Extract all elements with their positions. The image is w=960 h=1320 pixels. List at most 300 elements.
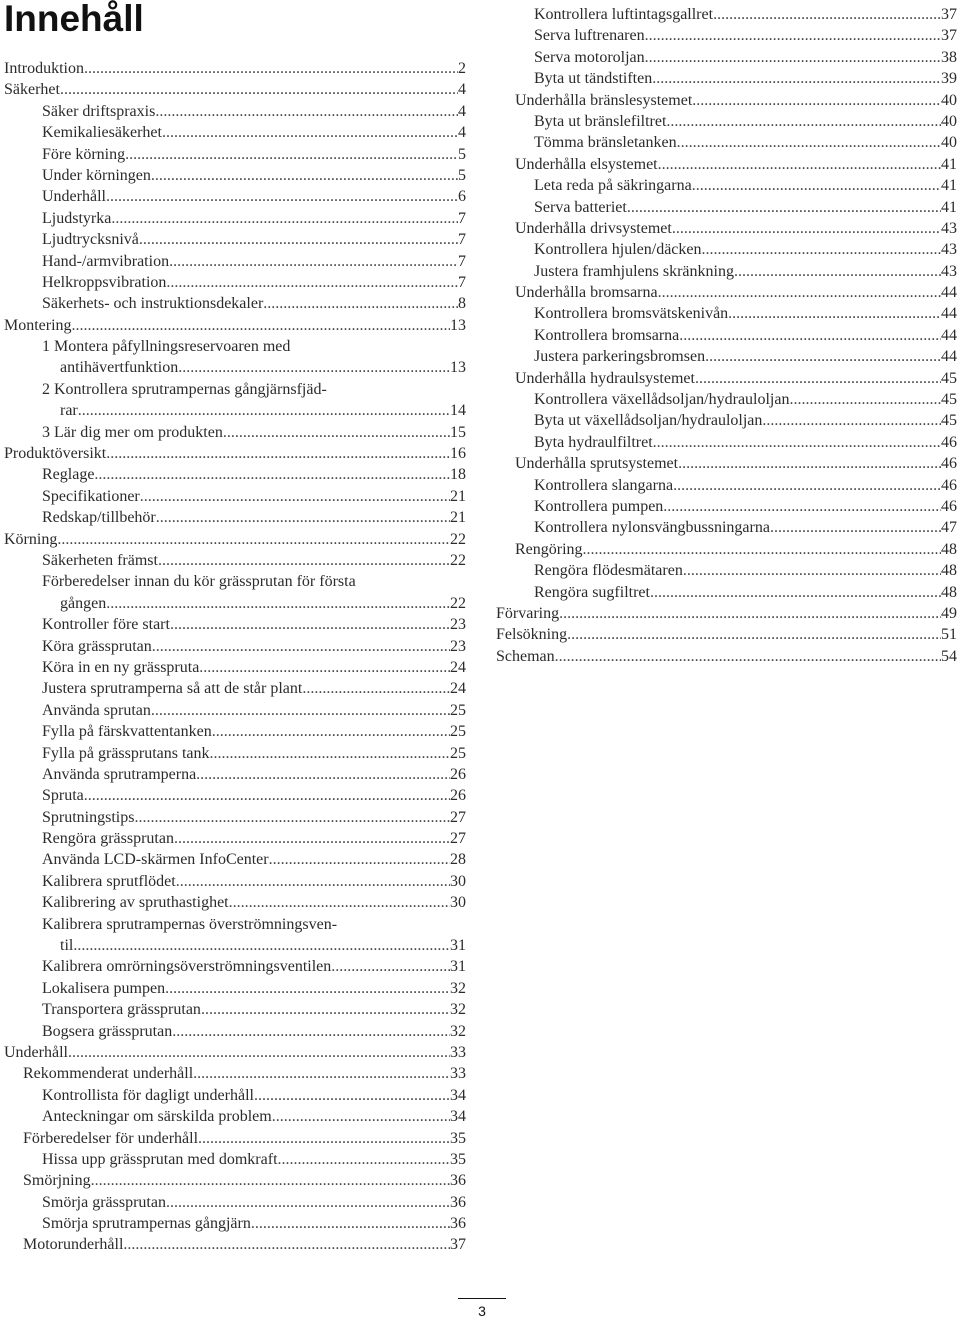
toc-leader-dots (658, 282, 941, 303)
toc-entry-label: Rengöra flödesmätaren (534, 562, 683, 580)
toc-entry-page: 5 (458, 145, 466, 163)
toc-entry[interactable] (4, 956, 466, 977)
toc-leader-dots (702, 239, 942, 260)
toc-entry-page: 7 (458, 209, 466, 227)
toc-entry-page: 45 (941, 369, 957, 387)
toc-entry[interactable] (4, 422, 466, 443)
toc-entry-page: 27 (450, 808, 466, 826)
toc-entry-page: 35 (450, 1129, 466, 1147)
toc-entry-label: rar (60, 402, 78, 420)
toc-entry[interactable] (4, 678, 466, 699)
toc-entry-label: Montering (4, 316, 72, 334)
toc-entry[interactable] (496, 646, 957, 667)
toc-entry[interactable] (496, 197, 957, 218)
toc-entry-label: Byta ut bränslefiltret (534, 112, 667, 130)
toc-entry-label: Kontrollera bromsvätskenivån (534, 305, 729, 323)
toc-entry-page: 48 (941, 540, 957, 558)
toc-leader-dots (302, 678, 450, 699)
toc-entry-page: 26 (450, 765, 466, 783)
toc-leader-dots (106, 443, 450, 464)
toc-leader-dots (713, 4, 941, 25)
toc-entry[interactable] (496, 560, 957, 581)
toc-entry[interactable] (4, 1021, 466, 1042)
toc-entry-label: Motorunderhåll (23, 1236, 124, 1254)
toc-entry-label: Hand-/armvibration (42, 252, 170, 270)
toc-entry-page: 39 (941, 70, 957, 88)
toc-entry[interactable] (4, 914, 466, 935)
toc-entry[interactable] (4, 464, 466, 485)
page-title: Innehåll (4, 0, 144, 39)
toc-entry-label: antihävertfunktion (60, 359, 179, 377)
toc-entry[interactable] (4, 293, 466, 314)
toc-entry[interactable] (4, 486, 466, 507)
toc-entry-page: 41 (941, 198, 957, 216)
toc-entry-page: 43 (941, 241, 957, 259)
toc-leader-dots (683, 560, 941, 581)
toc-entry[interactable] (4, 657, 466, 678)
toc-leader-dots (57, 529, 450, 550)
toc-entry-page: 54 (941, 647, 957, 665)
toc-leader-dots (176, 871, 450, 892)
toc-entry[interactable] (4, 871, 466, 892)
toc-entry-label: Bogsera grässprutan (42, 1022, 173, 1040)
toc-leader-dots (658, 154, 941, 175)
toc-entry-page: 22 (450, 551, 466, 569)
toc-entry-page: 44 (941, 284, 957, 302)
toc-entry-page: 31 (450, 958, 466, 976)
toc-leader-dots (78, 400, 450, 421)
toc-entry-label: Byta ut växellådsoljan/hydrauloljan (534, 412, 763, 430)
toc-entry-label: 2 Kontrollera sprutrampernas gångjärnsfjäd- (42, 380, 327, 398)
toc-entry[interactable] (4, 1063, 466, 1084)
toc-leader-dots (170, 614, 450, 635)
toc-entry-page: 27 (450, 830, 466, 848)
toc-entry-label: Säkerheten främst (42, 551, 158, 569)
toc-leader-dots (555, 646, 941, 667)
toc-entry[interactable] (496, 517, 957, 538)
toc-leader-dots (166, 272, 458, 293)
toc-entry[interactable] (4, 1170, 466, 1191)
toc-entry[interactable] (4, 229, 466, 250)
toc-entry-label: Kalibrera sprutrampernas överströmningsven- (42, 915, 338, 933)
toc-entry-page: 33 (450, 1065, 466, 1083)
toc-entry-page: 44 (941, 348, 957, 366)
toc-entry-label: Förvaring (496, 604, 560, 622)
toc-entry[interactable] (496, 325, 957, 346)
toc-entry-page: 21 (450, 509, 466, 527)
toc-entry-label: Fylla på grässprutans tank (42, 744, 210, 762)
toc-entry-page: 41 (941, 177, 957, 195)
toc-entry-page: 16 (450, 445, 466, 463)
toc-entry[interactable] (496, 496, 957, 517)
toc-entry-label: Transportera grässprutan (42, 1001, 201, 1019)
toc-leader-dots (125, 144, 458, 165)
toc-entry[interactable] (496, 389, 957, 410)
toc-leader-dots (84, 785, 450, 806)
toc-entry[interactable] (4, 251, 466, 272)
toc-entry-label: Hissa upp grässprutan med domkraft (42, 1150, 278, 1168)
toc-leader-dots (263, 293, 458, 314)
toc-entry-label: Produktöversikt (4, 445, 107, 463)
toc-entry[interactable] (4, 593, 466, 614)
toc-entry[interactable] (496, 603, 957, 624)
toc-entry[interactable] (4, 186, 466, 207)
toc-entry[interactable] (4, 849, 466, 870)
toc-entry-page: 40 (941, 134, 957, 152)
toc-entry[interactable] (4, 1149, 466, 1170)
toc-entry-label: Byta ut tändstiften (534, 70, 653, 88)
toc-entry[interactable] (4, 1234, 466, 1255)
toc-leader-dots (196, 764, 450, 785)
toc-entry-label: Underhålla bränslesystemet (515, 91, 693, 109)
toc-entry[interactable] (496, 218, 957, 239)
toc-leader-dots (68, 1042, 450, 1063)
toc-entry-page: 40 (941, 112, 957, 130)
toc-entry-label: Använda sprutan (42, 701, 151, 719)
toc-leader-dots (770, 517, 941, 538)
toc-entry[interactable] (4, 1085, 466, 1106)
toc-leader-dots (678, 453, 941, 474)
toc-entry-page: 44 (941, 305, 957, 323)
toc-entry[interactable] (4, 1213, 466, 1234)
toc-entry-label: Underhåll (4, 1043, 68, 1061)
toc-entry-page: 43 (941, 219, 957, 237)
toc-entry-page: 46 (941, 476, 957, 494)
toc-entry-label: Felsökning (496, 626, 568, 644)
toc-leader-dots (134, 807, 450, 828)
toc-entry-page: 7 (458, 273, 466, 291)
toc-entry-label: Kalibrera sprutflödet (42, 872, 176, 890)
toc-leader-dots (583, 539, 941, 560)
toc-entry[interactable] (496, 346, 957, 367)
toc-entry-page: 6 (458, 188, 466, 206)
toc-entry-label: Använda LCD-skärmen InfoCenter (42, 851, 269, 869)
toc-entry[interactable] (4, 400, 466, 421)
toc-leader-dots (123, 1234, 450, 1255)
toc-entry-page: 46 (941, 497, 957, 515)
toc-leader-dots (169, 251, 458, 272)
toc-leader-dots (331, 956, 450, 977)
toc-entry[interactable] (4, 357, 466, 378)
toc-entry-page: 51 (941, 626, 957, 644)
toc-entry-page: 30 (450, 872, 466, 890)
toc-leader-dots (162, 122, 458, 143)
toc-entry-label: Körning (4, 530, 58, 548)
toc-leader-dots (156, 507, 450, 528)
toc-entry-page: 46 (941, 433, 957, 451)
toc-entry-label: Före körning (42, 145, 126, 163)
toc-entry-page: 46 (941, 455, 957, 473)
toc-entry-page: 14 (450, 402, 466, 420)
toc-entry-label: til (60, 937, 74, 955)
toc-leader-dots (692, 90, 941, 111)
toc-entry-label: Serva luftrenaren (534, 27, 645, 45)
toc-entry-page: 4 (458, 124, 466, 142)
toc-entry[interactable] (496, 368, 957, 389)
toc-entry-label: Specifikationer (42, 487, 140, 505)
toc-entry-label: Använda sprutramperna (42, 765, 197, 783)
toc-entry[interactable] (4, 935, 466, 956)
toc-entry[interactable] (4, 1106, 466, 1127)
toc-leader-dots (269, 849, 450, 870)
toc-entry[interactable] (4, 999, 466, 1020)
toc-entry-page: 45 (941, 412, 957, 430)
toc-entry-page: 34 (450, 1086, 466, 1104)
toc-leader-dots (201, 999, 450, 1020)
toc-entry-label: Kontrollera växellådsoljan/hydrauloljan (534, 391, 790, 409)
toc-entry-label: Underhålla bromsarna (515, 284, 658, 302)
toc-entry-page: 4 (458, 102, 466, 120)
toc-entry-page: 41 (941, 155, 957, 173)
toc-leader-dots (229, 892, 450, 913)
toc-entry-page: 47 (941, 519, 957, 537)
toc-entry[interactable] (4, 165, 466, 186)
toc-leader-dots (251, 1213, 450, 1234)
toc-leader-dots (728, 303, 941, 324)
toc-entry-label: Smörjning (23, 1172, 91, 1190)
toc-entry-page: 36 (450, 1172, 466, 1190)
toc-entry-label: Kontroller före start (42, 616, 170, 634)
toc-entry[interactable] (496, 261, 957, 282)
toc-entry-label: Ljudstyrka (42, 209, 112, 227)
toc-entry[interactable] (496, 47, 957, 68)
toc-entry-label: Lokalisera pumpen (42, 979, 166, 997)
toc-leader-dots (72, 315, 450, 336)
toc-entry-page: 22 (450, 530, 466, 548)
toc-entry[interactable] (496, 175, 957, 196)
toc-leader-dots (645, 25, 941, 46)
toc-entry[interactable] (4, 978, 466, 999)
toc-leader-dots (254, 1085, 450, 1106)
toc-leader-dots (223, 422, 450, 443)
toc-leader-dots (111, 208, 458, 229)
toc-entry[interactable] (4, 571, 466, 592)
toc-leader-dots (151, 165, 458, 186)
toc-entry[interactable] (4, 144, 466, 165)
toc-entry[interactable] (4, 336, 466, 357)
toc-entry[interactable] (496, 624, 957, 645)
toc-entry[interactable] (4, 892, 466, 913)
toc-entry-page: 25 (450, 744, 466, 762)
toc-entry-label: Köra in en ny grässpruta (42, 658, 200, 676)
toc-leader-dots (193, 1063, 450, 1084)
toc-entry-page: 49 (941, 604, 957, 622)
toc-entry-label: Säkerhets- och instruktionsdekaler (42, 295, 264, 313)
toc-leader-dots (677, 132, 941, 153)
toc-entry[interactable] (496, 25, 957, 46)
toc-entry-page: 40 (941, 91, 957, 109)
toc-entry[interactable] (496, 453, 957, 474)
toc-entry[interactable] (4, 507, 466, 528)
toc-entry-label: Serva batteriet (534, 198, 627, 216)
toc-leader-dots (73, 935, 450, 956)
toc-entry[interactable] (4, 379, 466, 400)
toc-entry[interactable] (496, 132, 957, 153)
toc-entry-page: 36 (450, 1193, 466, 1211)
toc-entry[interactable] (496, 154, 957, 175)
toc-entry-label: Kontrollista för dagligt underhåll (42, 1086, 254, 1104)
toc-entry-page: 37 (450, 1236, 466, 1254)
toc-entry[interactable] (496, 111, 957, 132)
toc-entry[interactable] (4, 529, 466, 550)
toc-entry-label: Leta reda på säkringarna (534, 177, 692, 195)
toc-entry-page: 23 (450, 616, 466, 634)
toc-leader-dots (152, 636, 450, 657)
toc-entry-page: 35 (450, 1150, 466, 1168)
toc-entry-label: Justera framhjulens skränkning (534, 262, 734, 280)
toc-entry-label: Fylla på färskvattentanken (42, 723, 212, 741)
toc-leader-dots (155, 101, 458, 122)
toc-entry[interactable] (4, 743, 466, 764)
toc-entry-page: 8 (458, 295, 466, 313)
toc-entry[interactable] (4, 208, 466, 229)
toc-entry-label: Säker driftspraxis (42, 102, 156, 120)
toc-entry-page: 24 (450, 680, 466, 698)
toc-entry[interactable] (4, 122, 466, 143)
toc-entry-label: Serva motoroljan (534, 48, 645, 66)
toc-entry[interactable] (4, 1042, 466, 1063)
toc-entry[interactable] (4, 828, 466, 849)
toc-entry-page: 32 (450, 1022, 466, 1040)
toc-entry-label: Byta hydraulfiltret (534, 433, 653, 451)
toc-entry-label: Kontrollera hjulen/däcken (534, 241, 702, 259)
toc-leader-dots (663, 496, 941, 517)
toc-entry[interactable] (4, 1192, 466, 1213)
toc-entry[interactable] (4, 272, 466, 293)
toc-entry[interactable] (4, 1128, 466, 1149)
toc-entry-page: 26 (450, 787, 466, 805)
toc-entry-label: Under körningen (42, 166, 151, 184)
toc-entry[interactable] (4, 101, 466, 122)
toc-entry-label: Redskap/tillbehör (42, 509, 156, 527)
toc-entry-label: Kontrollera pumpen (534, 497, 664, 515)
toc-entry-label: Smörja sprutrampernas gångjärn (42, 1215, 251, 1233)
toc-entry[interactable] (4, 700, 466, 721)
toc-entry-label: Underhålla sprutsystemet (515, 455, 679, 473)
toc-entry-page: 4 (458, 81, 466, 99)
toc-entry[interactable] (496, 4, 957, 25)
toc-leader-dots (212, 721, 450, 742)
toc-entry-page: 32 (450, 1001, 466, 1019)
toc-leader-dots (705, 346, 941, 367)
toc-entry-label: Rengöra sugfiltret (534, 583, 650, 601)
toc-entry[interactable] (4, 315, 466, 336)
toc-entry-label: Reglage (42, 466, 95, 484)
toc-entry-page: 13 (450, 359, 466, 377)
toc-leader-dots (734, 261, 941, 282)
toc-entry[interactable] (496, 239, 957, 260)
toc-entry-page: 7 (458, 231, 466, 249)
toc-entry-page: 34 (450, 1108, 466, 1126)
toc-leader-dots (679, 325, 941, 346)
toc-entry-page: 2 (458, 60, 466, 77)
toc-leader-dots (653, 432, 941, 453)
toc-leader-dots (199, 657, 450, 678)
toc-leader-dots (84, 58, 458, 79)
toc-entry-label: Köra grässprutan (42, 637, 152, 655)
toc-entry-page: 43 (941, 262, 957, 280)
toc-entry-page: 7 (458, 252, 466, 270)
toc-entry[interactable] (496, 68, 957, 89)
toc-entry-label: Förberedelser innan du kör grässprutan för första (42, 573, 356, 591)
toc-entry[interactable] (496, 432, 957, 453)
toc-leader-dots (278, 1149, 450, 1170)
toc-entry[interactable] (496, 410, 957, 431)
toc-entry-page: 37 (941, 27, 957, 45)
toc-leader-dots (60, 79, 458, 100)
toc-leader-dots (198, 1128, 450, 1149)
toc-leader-dots (692, 175, 941, 196)
toc-entry-label: Kontrollera nylonsvängbussningarna (534, 519, 770, 537)
toc-entry-page: 22 (450, 594, 466, 612)
toc-entry-label: Rengöra grässprutan (42, 830, 174, 848)
toc-leader-dots (272, 1106, 450, 1127)
toc-leader-dots (158, 550, 450, 571)
toc-entry[interactable] (4, 614, 466, 635)
toc-leader-dots (672, 218, 941, 239)
toc-entry[interactable] (4, 58, 466, 79)
toc-entry-page: 32 (450, 979, 466, 997)
toc-entry-label: Justera parkeringsbromsen (534, 348, 706, 366)
toc-entry-label: Kontrollera slangarna (534, 476, 674, 494)
toc-entry-page: 23 (450, 637, 466, 655)
toc-entry[interactable] (496, 539, 957, 560)
toc-entry[interactable] (4, 550, 466, 571)
toc-entry[interactable] (4, 636, 466, 657)
toc-leader-dots (172, 1021, 450, 1042)
toc-entry-label: Spruta (42, 787, 84, 805)
toc-entry[interactable] (4, 764, 466, 785)
toc-entry[interactable] (4, 79, 466, 100)
toc-entry-label: Scheman (496, 647, 555, 665)
toc-entry[interactable] (4, 721, 466, 742)
toc-leader-dots (762, 410, 941, 431)
toc-leader-dots (151, 700, 450, 721)
toc-entry-page: 15 (450, 423, 466, 441)
toc-entry[interactable] (4, 807, 466, 828)
toc-entry-label: Ljudtrycksnivå (42, 231, 139, 249)
toc-entry-label: Underhålla hydraulsystemet (515, 369, 695, 387)
page-number: 3 (458, 1298, 506, 1319)
toc-entry[interactable] (496, 282, 957, 303)
toc-entry-label: Introduktion (4, 60, 84, 77)
toc-entry-label: Kontrollera bromsarna (534, 326, 680, 344)
toc-entry[interactable] (496, 90, 957, 111)
toc-entry[interactable] (4, 443, 466, 464)
toc-entry[interactable] (4, 785, 466, 806)
toc-entry-label: Rengöring (515, 540, 583, 558)
toc-entry-page: 31 (450, 937, 466, 955)
toc-leader-dots (139, 229, 458, 250)
toc-leader-dots (94, 464, 450, 485)
toc-leader-dots (165, 978, 450, 999)
toc-entry-label: Underhålla elsystemet (515, 155, 658, 173)
toc-right-column (496, 4, 957, 667)
toc-entry-page: 24 (450, 658, 466, 676)
toc-entry-label: gången (60, 594, 107, 612)
toc-entry[interactable] (496, 303, 957, 324)
toc-leader-dots (140, 486, 450, 507)
toc-entry-page: 18 (450, 466, 466, 484)
toc-left-column (4, 58, 466, 1256)
toc-leader-dots (645, 47, 941, 68)
toc-entry-label: Kalibrera omrörningsöverströmningsventilen (42, 958, 332, 976)
toc-entry-label: Förberedelser för underhåll (23, 1129, 199, 1147)
toc-entry[interactable] (496, 582, 957, 603)
toc-entry[interactable] (496, 475, 957, 496)
toc-leader-dots (666, 111, 941, 132)
toc-leader-dots (166, 1192, 450, 1213)
